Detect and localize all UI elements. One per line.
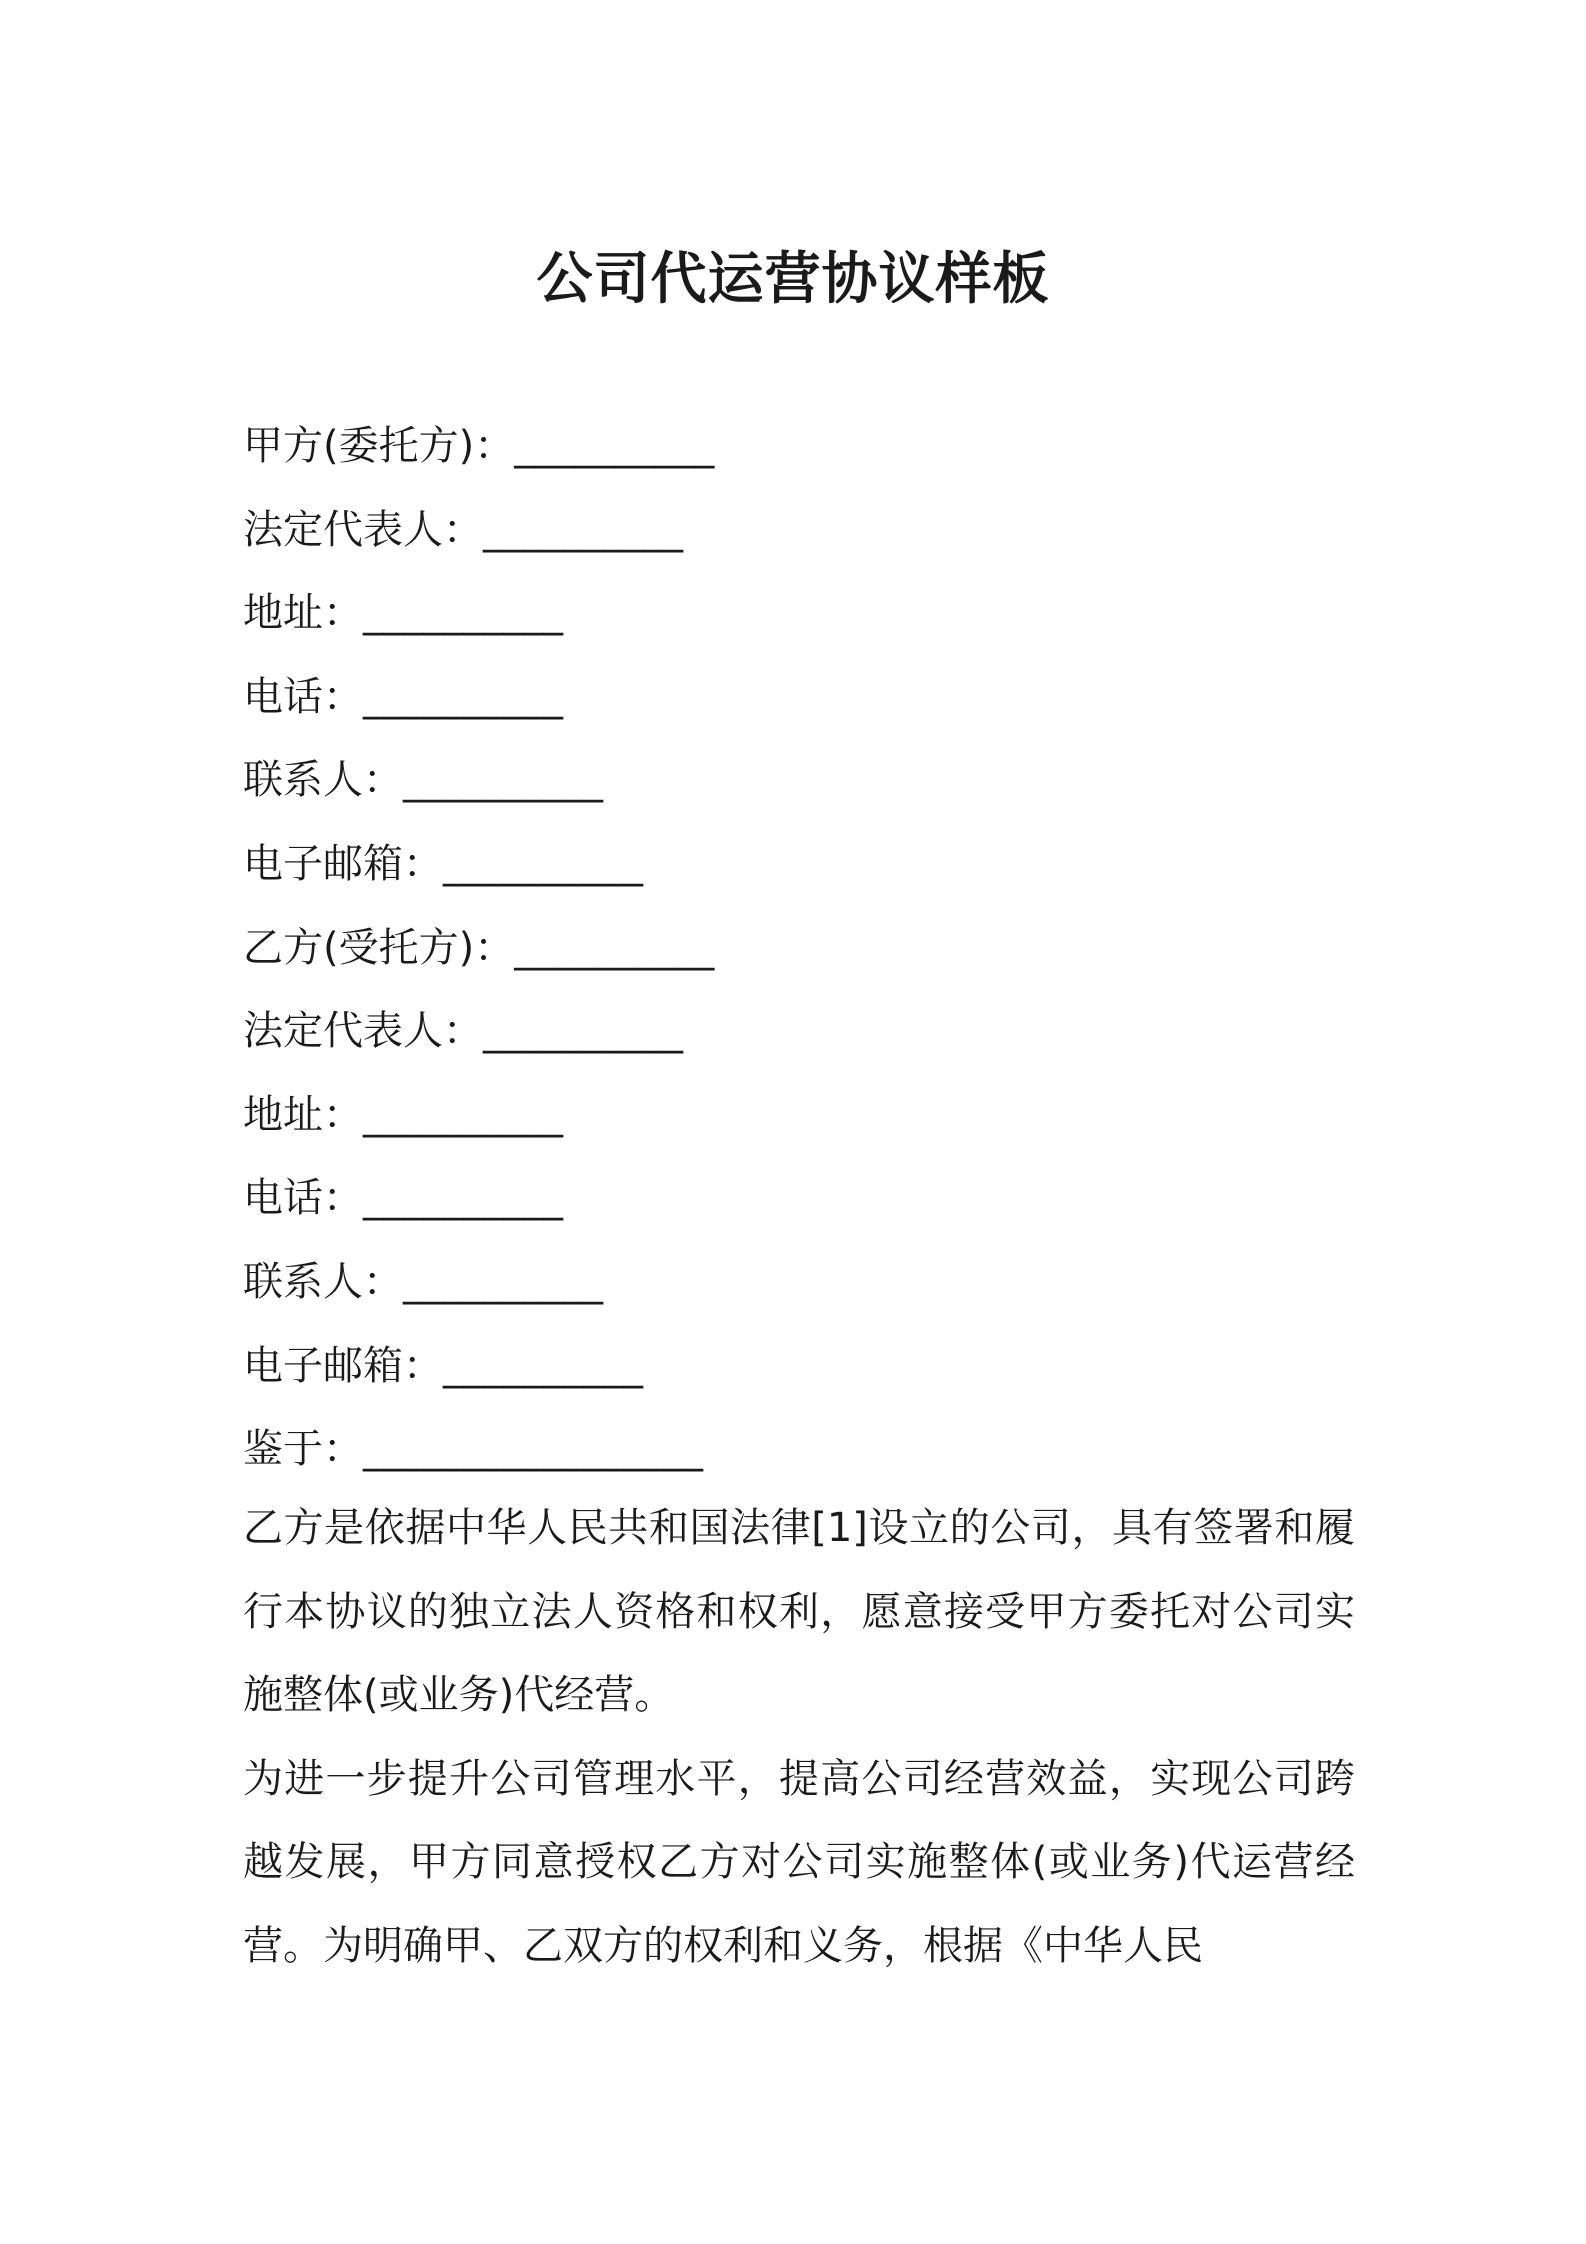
field-party-b-legal-rep: [243, 990, 714, 1074]
field-separator: ：: [443, 1008, 483, 1055]
field-party-a-address: [243, 572, 714, 656]
field-blank: __________: [363, 1091, 563, 1138]
field-blank: __________: [363, 1175, 563, 1222]
field-blank: __________: [483, 1008, 683, 1055]
field-label: 甲方(委托方): [243, 423, 475, 469]
field-label: 法定代表人: [243, 1008, 443, 1055]
field-separator: ：: [323, 1426, 363, 1473]
field-blank: _________________: [363, 1426, 703, 1473]
field-party-b-phone: [243, 1157, 714, 1241]
field-separator: ：: [403, 840, 443, 887]
field-party-b-address: [243, 1074, 714, 1158]
field-party-a: [243, 405, 714, 489]
field-separator: ：: [403, 1342, 443, 1389]
field-separator: ：: [323, 1091, 363, 1138]
field-label: 法定代表人: [243, 506, 443, 553]
field-label: 地址: [243, 1091, 323, 1138]
party-info-fields: [243, 405, 714, 1492]
field-separator: ：: [443, 506, 483, 553]
field-separator: ：: [474, 423, 515, 469]
field-label: 电子邮箱: [243, 1342, 403, 1389]
field-label: 电话: [243, 673, 323, 720]
field-separator: ：: [363, 1258, 403, 1305]
field-whereas: [243, 1408, 714, 1492]
field-party-a-email: [243, 823, 714, 907]
field-party-a-contact: [243, 739, 714, 823]
field-separator: ：: [363, 757, 403, 804]
field-blank: __________: [403, 1258, 603, 1305]
field-blank: __________: [363, 673, 563, 720]
field-blank: __________: [514, 423, 715, 469]
paragraph-recital-purpose: 为进一步提升公司管理水平，提高公司经营效益，实现公司跨越发展，甲方同意授权乙方对公司实施整体(或业务)代运营经营。为明确甲、乙双方的权利和义务，根据《中华人民: [243, 1755, 1355, 1969]
field-label: 地址: [243, 590, 323, 637]
field-blank: __________: [483, 506, 683, 553]
field-separator: ：: [323, 590, 363, 637]
field-separator: ：: [474, 924, 515, 971]
field-blank: __________: [443, 840, 643, 887]
field-separator: ：: [323, 673, 363, 720]
field-label: 电话: [243, 1175, 323, 1222]
field-label: 乙方(受托方): [243, 924, 475, 971]
field-blank: __________: [443, 1342, 643, 1389]
field-label: 电子邮箱: [243, 840, 403, 887]
field-party-b-contact: [243, 1241, 714, 1325]
document-title: 公司代运营协议样板: [536, 247, 1050, 312]
field-blank: __________: [403, 757, 603, 804]
agreement-body: [243, 1487, 1355, 1989]
field-separator: ：: [323, 1175, 363, 1222]
field-party-b-email: [243, 1325, 714, 1409]
field-label: 联系人: [243, 757, 363, 804]
field-party-b: [243, 907, 714, 991]
field-party-a-phone: [243, 656, 714, 740]
field-blank: __________: [514, 924, 715, 971]
field-label: 鉴于: [243, 1426, 323, 1473]
field-party-a-legal-rep: [243, 489, 714, 573]
field-blank: __________: [363, 590, 563, 637]
field-label: 联系人: [243, 1258, 363, 1305]
paragraph-recital-party-b: 乙方是依据中华人民共和国法律[1]设立的公司，具有签署和履行本协议的独立法人资格和权利，愿意接受甲方委托对公司实施整体(或业务)代经营。: [243, 1505, 1355, 1719]
